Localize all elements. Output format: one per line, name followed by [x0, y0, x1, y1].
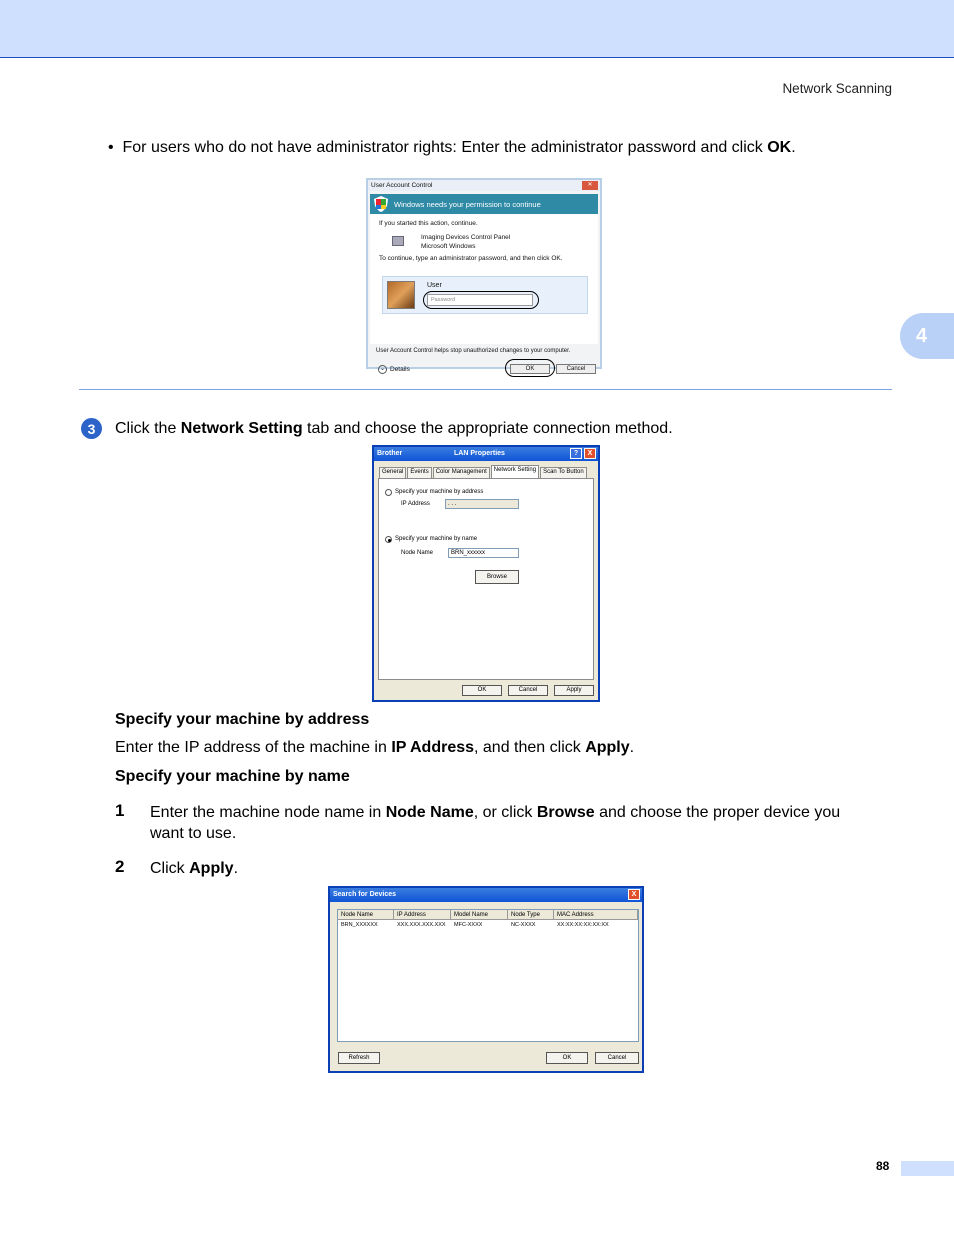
sfd-title: Search for Devices — [333, 891, 397, 898]
divider — [79, 389, 892, 390]
uac-line1: If you started this action, continue. — [379, 220, 478, 227]
cancel-button[interactable]: Cancel — [508, 685, 548, 696]
radio-by-name[interactable] — [385, 536, 392, 543]
details-link[interactable]: Details — [390, 366, 410, 373]
node-name-field[interactable]: BRN_xxxxxx — [448, 548, 519, 558]
shield-icon — [374, 196, 388, 212]
uac-heading-bar — [370, 194, 598, 214]
sfd-titlebar — [330, 888, 642, 902]
close-icon[interactable]: X — [584, 448, 596, 459]
item-number-2: 2 — [115, 857, 125, 876]
browse-button[interactable]: Browse — [475, 570, 519, 584]
uac-footer: User Account Control helps stop unauthorized changes to your computer. — [376, 348, 571, 354]
item2-paragraph — [150, 858, 238, 879]
uac-dialog-screenshot — [366, 178, 602, 373]
col-mac-address[interactable]: MAC Address — [554, 910, 638, 919]
address-bold1: IP Address — [391, 739, 475, 756]
radio-by-name-label: Specify your machine by name — [395, 536, 478, 542]
table-row[interactable] — [338, 921, 638, 930]
address-heading: Specify your machine by address — [115, 711, 370, 728]
bullet-text: For users who do not have administrator rights: Enter the administrator password and click — [122, 139, 768, 156]
step3-post: tab and choose the appropriate connection method. — [302, 420, 673, 437]
password-input[interactable]: Password — [427, 294, 533, 306]
item1-mid: , or click — [473, 804, 537, 821]
lan-properties-dialog-screenshot — [372, 445, 600, 702]
item2-pre: Click — [150, 860, 190, 877]
cancel-button[interactable]: Cancel — [595, 1052, 639, 1064]
cancel-button[interactable]: Cancel — [556, 364, 596, 374]
address-text-mid: , and then click — [474, 739, 586, 756]
step3-pre: Click the — [115, 420, 181, 437]
tab-network-setting[interactable]: Network Setting — [491, 465, 539, 478]
uac-title: User Account Control — [371, 182, 433, 189]
node-name-label: Node Name — [401, 550, 434, 556]
item-number-1: 1 — [115, 801, 125, 820]
item1-bold2: Browse — [536, 804, 595, 821]
name-heading: Specify your machine by name — [115, 768, 350, 785]
highlight-oval-password — [423, 291, 539, 309]
item1-pre: Enter the machine node name in — [150, 804, 386, 821]
step-number-3: 3 — [81, 418, 102, 439]
help-icon[interactable]: ? — [570, 448, 582, 459]
bullet-paragraph — [108, 137, 908, 158]
col-model-name[interactable]: Model Name — [451, 910, 508, 919]
tab-general[interactable]: General — [379, 467, 406, 478]
highlight-oval-ok — [505, 359, 555, 377]
device-list[interactable] — [337, 909, 639, 1042]
radio-by-address[interactable] — [385, 489, 392, 496]
apply-button[interactable]: Apply — [554, 685, 594, 696]
item1-post: and choose the proper device you — [594, 804, 841, 821]
device-list-header — [338, 910, 638, 920]
uac-user-label: User — [427, 282, 442, 289]
col-ip-address[interactable]: IP Address — [394, 910, 451, 919]
chapter-tab: 4 — [900, 313, 954, 359]
cell-model-name: MFC-XXXX — [454, 922, 483, 928]
search-devices-dialog-screenshot — [328, 886, 644, 1073]
refresh-button[interactable]: Refresh — [338, 1052, 380, 1064]
address-text-end: . — [629, 739, 635, 756]
user-avatar — [387, 281, 415, 309]
address-bold2: Apply — [585, 739, 630, 756]
address-paragraph — [115, 737, 895, 758]
user-tile[interactable] — [382, 276, 588, 314]
col-node-type[interactable]: Node Type — [508, 910, 554, 919]
ok-button[interactable]: OK — [462, 685, 502, 696]
lan-title-left: Brother — [377, 450, 403, 457]
uac-publisher: Microsoft Windows — [421, 243, 476, 250]
page-number: 88 — [876, 1159, 890, 1173]
item2-bold: Apply — [189, 860, 234, 877]
item1-line2: want to use. — [150, 825, 237, 842]
bullet-bold: OK — [767, 139, 792, 156]
header-band — [0, 0, 954, 58]
radio-by-address-label: Specify your machine by address — [395, 489, 484, 495]
tab-events[interactable]: Events — [407, 467, 431, 478]
ip-address-field[interactable]: . . . — [445, 499, 519, 509]
ok-button[interactable]: OK — [510, 364, 550, 374]
cell-ip-address: XXX.XXX.XXX.XXX — [397, 922, 446, 928]
cell-node-name: BRN_XXXXXX — [341, 922, 378, 928]
lan-title-center: LAN Properties — [454, 450, 505, 457]
uac-heading: Windows needs your permission to continue — [394, 200, 541, 209]
bullet-marker: • — [108, 139, 114, 156]
col-node-name[interactable]: Node Name — [338, 910, 394, 919]
close-icon: ✕ — [582, 181, 598, 190]
step3-paragraph — [115, 418, 895, 439]
item1-paragraph — [150, 802, 910, 844]
item1-bold1: Node Name — [385, 804, 474, 821]
uac-titlebar — [368, 180, 600, 191]
ok-button[interactable]: OK — [546, 1052, 588, 1064]
section-title: Network Scanning — [782, 81, 892, 96]
lan-panel — [378, 478, 594, 680]
ip-address-label: IP Address — [401, 501, 430, 507]
chevron-down-icon[interactable]: ⌄ — [379, 366, 386, 372]
close-icon[interactable]: X — [628, 889, 640, 900]
uac-instruction: To continue, type an administrator password, and then click OK. — [379, 255, 563, 262]
item2-end: . — [233, 860, 239, 877]
tab-scan-to-button[interactable]: Scan To Button — [540, 467, 587, 478]
uac-program: Imaging Devices Control Panel — [421, 234, 511, 241]
bullet-end: . — [791, 139, 796, 156]
step3-bold: Network Setting — [180, 420, 303, 437]
cell-node-type: NC-XXXX — [511, 922, 536, 928]
tab-color-management[interactable]: Color Management — [433, 467, 490, 478]
footer-band — [901, 1161, 954, 1176]
address-text-pre: Enter the IP address of the machine in — [115, 739, 392, 756]
program-icon — [392, 236, 404, 246]
cell-mac-address: XX:XX:XX:XX:XX:XX — [557, 922, 609, 928]
lan-titlebar — [374, 447, 598, 461]
